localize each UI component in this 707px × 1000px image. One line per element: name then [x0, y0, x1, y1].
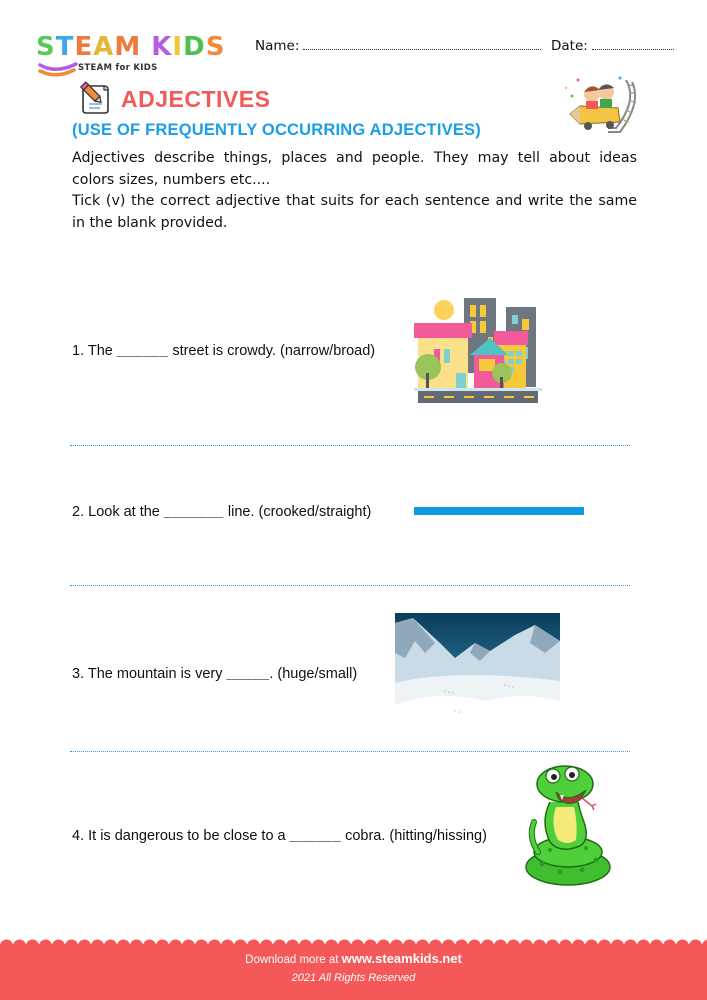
answer-line-3[interactable]	[70, 751, 630, 752]
question-3	[72, 666, 357, 682]
answer-line-2[interactable]	[70, 585, 630, 586]
date-blank-line[interactable]	[592, 40, 674, 50]
question-text-before: It is dangerous to be close to a	[88, 828, 286, 844]
question-text-after: street is crowdy. (narrow/broad)	[172, 343, 376, 359]
logo-letter: D	[183, 32, 206, 62]
intro-line-1: Adjectives describe things, places and people. They may tell about ideas	[72, 150, 637, 166]
answer-blank[interactable]: _____	[226, 666, 270, 682]
question-number: 4.	[72, 828, 85, 844]
question-2	[72, 504, 371, 520]
steam-kids-logo	[36, 32, 236, 77]
question-number: 2.	[72, 504, 85, 520]
footer-download-text: Download more at	[245, 954, 339, 966]
pencil-paper-icon	[78, 80, 112, 116]
answer-blank[interactable]: ______	[289, 828, 342, 844]
snowy-mountain-illustration	[395, 613, 560, 725]
kids-rollercoaster-illustration	[556, 70, 642, 134]
logo-letter: E	[74, 32, 94, 62]
question-1	[72, 343, 375, 359]
logo-letter: K	[151, 32, 173, 62]
logo-letter: A	[93, 32, 115, 62]
question-number: 3.	[72, 666, 85, 682]
intro-line-2: colors sizes, numbers etc....	[72, 171, 271, 188]
straight-blue-line	[414, 507, 584, 515]
page-subtitle: (USE OF FREQUENTLY OCCURRING ADJECTIVES)	[72, 121, 481, 139]
question-4	[72, 828, 487, 844]
footer-download	[0, 951, 707, 966]
date-field[interactable]	[551, 38, 674, 54]
logo-letter: T	[55, 32, 75, 62]
instructions	[72, 148, 637, 234]
instruction-line-1: Tick (v) the correct adjective that suits for each sentence and write the same	[72, 193, 637, 209]
footer-url-link[interactable]: www.steamkids.net	[341, 951, 462, 966]
name-label: Name:	[255, 38, 300, 54]
instruction-line-2: in the blank provided.	[72, 214, 228, 231]
question-text-after: line. (crooked/straight)	[227, 504, 372, 520]
logo-letter: S	[205, 32, 226, 62]
city-street-illustration	[414, 293, 542, 405]
question-number: 1.	[72, 343, 85, 359]
question-text-before: Look at the	[88, 504, 160, 520]
logo-letter: M	[114, 32, 142, 62]
logo-wordmark	[36, 32, 225, 62]
cartoon-snake-illustration	[520, 762, 615, 890]
answer-line-1[interactable]	[70, 445, 630, 446]
date-label: Date:	[551, 38, 588, 54]
question-text-before: The	[87, 343, 113, 359]
answer-blank[interactable]: _______	[163, 504, 224, 520]
page-title: ADJECTIVES	[121, 86, 271, 112]
question-text-after: . (huge/small)	[269, 666, 358, 682]
question-text-after: cobra. (hitting/hissing)	[345, 828, 487, 844]
question-text-before: The mountain is very	[87, 666, 223, 682]
name-blank-line[interactable]	[303, 40, 541, 50]
logo-letter: I	[172, 32, 184, 62]
footer-copyright: 2021 All Rights Reserved	[291, 972, 416, 984]
logo-letter: S	[36, 32, 56, 62]
logo-swoosh-icon	[38, 62, 78, 78]
answer-blank[interactable]: ______	[116, 343, 169, 359]
name-field[interactable]	[255, 38, 541, 54]
logo-tagline: STEAM for KIDS	[78, 63, 158, 73]
